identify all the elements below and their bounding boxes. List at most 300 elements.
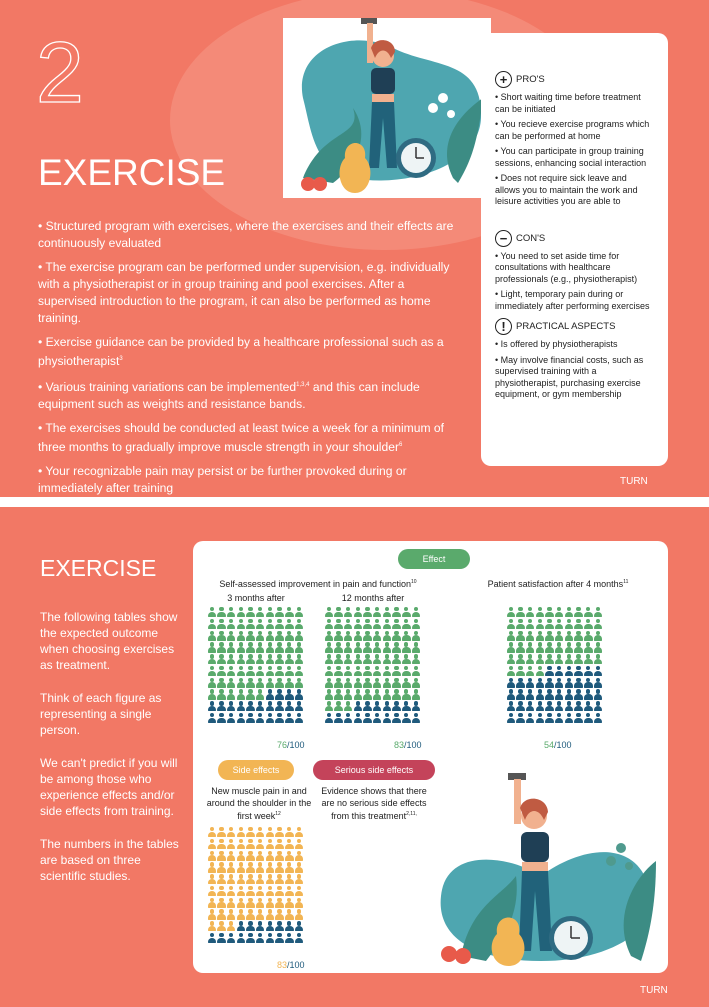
person-icon bbox=[382, 631, 392, 642]
person-icon bbox=[535, 642, 545, 653]
person-icon bbox=[226, 666, 236, 677]
person-icon bbox=[363, 713, 373, 724]
person-icon bbox=[275, 827, 285, 838]
person-icon bbox=[343, 619, 353, 630]
person-icon bbox=[564, 701, 574, 712]
person-icon bbox=[294, 933, 304, 944]
person-icon bbox=[564, 631, 574, 642]
person-icon bbox=[574, 701, 584, 712]
person-icon bbox=[236, 713, 246, 724]
person-icon bbox=[226, 678, 236, 689]
person-icon bbox=[574, 631, 584, 642]
person-icon bbox=[324, 631, 334, 642]
person-icon bbox=[593, 678, 603, 689]
page-title: EXERCISE bbox=[38, 152, 226, 193]
person-icon bbox=[226, 909, 236, 920]
person-icon bbox=[285, 666, 295, 677]
person-icon bbox=[236, 909, 246, 920]
person-icon bbox=[382, 701, 392, 712]
person-icon bbox=[506, 642, 516, 653]
person-icon bbox=[294, 874, 304, 885]
person-icon bbox=[255, 654, 265, 665]
person-icon bbox=[226, 642, 236, 653]
person-icon bbox=[226, 607, 236, 618]
person-icon bbox=[334, 654, 344, 665]
person-icon bbox=[343, 678, 353, 689]
person-icon bbox=[353, 619, 363, 630]
person-icon bbox=[294, 713, 304, 724]
person-icon bbox=[516, 689, 526, 700]
person-icon bbox=[207, 862, 217, 873]
bullet-3: • Various training variations can be implemented$^{1,3,4}$ and this can include equipment such as weights and resistance bands. bbox=[38, 380, 420, 412]
person-icon bbox=[402, 701, 412, 712]
person-icon bbox=[402, 654, 412, 665]
person-icon bbox=[285, 886, 295, 897]
person-icon bbox=[554, 701, 564, 712]
person-icon bbox=[246, 631, 256, 642]
person-icon bbox=[255, 851, 265, 862]
person-icon bbox=[545, 607, 555, 618]
person-icon bbox=[554, 666, 564, 677]
person-icon bbox=[207, 654, 217, 665]
person-icon bbox=[593, 666, 603, 677]
person-icon bbox=[217, 851, 227, 862]
grid-label-3-months: 3 months after bbox=[227, 593, 285, 603]
person-icon bbox=[564, 654, 574, 665]
person-icon bbox=[334, 631, 344, 642]
person-icon bbox=[353, 631, 363, 642]
page-1 bbox=[0, 0, 709, 497]
person-icon bbox=[506, 619, 516, 630]
person-icon bbox=[255, 839, 265, 850]
person-icon bbox=[294, 839, 304, 850]
person-icon bbox=[334, 642, 344, 653]
person-icon bbox=[506, 666, 516, 677]
person-icon bbox=[275, 839, 285, 850]
person-icon bbox=[353, 701, 363, 712]
person-icon bbox=[334, 689, 344, 700]
person-icon bbox=[343, 666, 353, 677]
person-icon bbox=[294, 701, 304, 712]
person-icon bbox=[275, 619, 285, 630]
person-icon bbox=[246, 862, 256, 873]
person-icon bbox=[226, 921, 236, 932]
person-icon bbox=[392, 619, 402, 630]
person-icon bbox=[217, 607, 227, 618]
person-icon bbox=[246, 909, 256, 920]
person-icon bbox=[275, 701, 285, 712]
person-icon bbox=[217, 862, 227, 873]
person-icon bbox=[294, 654, 304, 665]
person-icon bbox=[525, 701, 535, 712]
person-icon bbox=[236, 666, 246, 677]
intro-paragraph: The following tables show the expected outcome when choosing exercises as treatment. bbox=[40, 610, 178, 672]
person-icon bbox=[402, 689, 412, 700]
person-icon bbox=[217, 666, 227, 677]
person-icon bbox=[535, 689, 545, 700]
person-icon bbox=[255, 862, 265, 873]
person-icon bbox=[285, 713, 295, 724]
person-icon bbox=[285, 898, 295, 909]
person-icon bbox=[554, 631, 564, 642]
person-icon bbox=[564, 713, 574, 724]
person-icon bbox=[285, 862, 295, 873]
person-icon bbox=[363, 666, 373, 677]
pros-item: • Short waiting time before treatment can be initiated bbox=[495, 92, 641, 114]
person-icon bbox=[207, 666, 217, 677]
practical-item: • May involve financial costs, such as supervised training with a physiotherapist, purchasing exercise equipment, or gym membership bbox=[495, 354, 644, 399]
person-icon bbox=[535, 713, 545, 724]
person-icon bbox=[402, 607, 412, 618]
person-icon bbox=[382, 642, 392, 653]
person-icon bbox=[353, 689, 363, 700]
person-icon bbox=[226, 898, 236, 909]
serious-side-effects-pill: Serious side effects bbox=[313, 760, 435, 780]
person-icon bbox=[226, 827, 236, 838]
person-icon bbox=[207, 898, 217, 909]
person-icon bbox=[226, 933, 236, 944]
person-icon bbox=[363, 642, 373, 653]
person-icon bbox=[217, 689, 227, 700]
person-icon bbox=[265, 827, 275, 838]
person-icon bbox=[246, 619, 256, 630]
person-icon bbox=[554, 642, 564, 653]
person-icon bbox=[363, 654, 373, 665]
person-icon bbox=[334, 666, 344, 677]
person-icon bbox=[564, 678, 574, 689]
person-icon bbox=[226, 619, 236, 630]
person-icon bbox=[255, 933, 265, 944]
person-icon bbox=[372, 713, 382, 724]
person-icon bbox=[285, 874, 295, 885]
person-icon bbox=[554, 689, 564, 700]
count-side-effects: 83/100 bbox=[277, 960, 305, 970]
person-icon bbox=[411, 642, 421, 653]
bullet-0: • Structured program with exercises, where the exercises and their effects are continuously evaluated bbox=[38, 219, 454, 250]
page-title: EXERCISE bbox=[40, 555, 157, 581]
person-icon bbox=[207, 701, 217, 712]
person-icon bbox=[285, 619, 295, 630]
person-icon bbox=[246, 654, 256, 665]
person-icon bbox=[294, 827, 304, 838]
person-icon bbox=[285, 678, 295, 689]
person-icon bbox=[353, 666, 363, 677]
person-icon bbox=[363, 631, 373, 642]
person-icon bbox=[574, 713, 584, 724]
person-icon bbox=[545, 654, 555, 665]
person-icon bbox=[402, 631, 412, 642]
person-icon bbox=[226, 701, 236, 712]
person-icon bbox=[294, 678, 304, 689]
person-icon bbox=[236, 827, 246, 838]
person-icon bbox=[525, 689, 535, 700]
person-icon bbox=[411, 713, 421, 724]
person-icon bbox=[207, 874, 217, 885]
person-icon bbox=[265, 909, 275, 920]
person-icon bbox=[246, 701, 256, 712]
pros-item: • Does not require sick leave and allows you to maintain the work and leisure activities you are able to bbox=[495, 173, 638, 206]
person-icon bbox=[294, 886, 304, 897]
person-icon bbox=[343, 607, 353, 618]
person-icon bbox=[226, 654, 236, 665]
person-icon bbox=[255, 827, 265, 838]
exercise-illustration bbox=[431, 766, 661, 966]
person-icon bbox=[236, 898, 246, 909]
person-icon bbox=[294, 862, 304, 873]
person-icon bbox=[584, 689, 594, 700]
person-icon bbox=[265, 851, 275, 862]
person-icon bbox=[516, 678, 526, 689]
person-icon bbox=[324, 654, 334, 665]
person-icon bbox=[593, 654, 603, 665]
person-icon bbox=[584, 607, 594, 618]
cons-item: • Light, temporary pain during or immediately after performing exercises bbox=[495, 289, 650, 311]
person-icon bbox=[246, 827, 256, 838]
person-icon bbox=[294, 607, 304, 618]
person-icon bbox=[353, 654, 363, 665]
person-icon bbox=[372, 678, 382, 689]
person-icon bbox=[226, 851, 236, 862]
person-icon bbox=[324, 689, 334, 700]
person-icon bbox=[275, 713, 285, 724]
person-icon bbox=[506, 678, 516, 689]
person-icon bbox=[545, 642, 555, 653]
person-icon bbox=[236, 607, 246, 618]
person-icon bbox=[275, 654, 285, 665]
person-icon bbox=[564, 607, 574, 618]
person-icon bbox=[574, 619, 584, 630]
person-icon bbox=[217, 713, 227, 724]
person-icon bbox=[372, 689, 382, 700]
person-icon bbox=[255, 619, 265, 630]
person-icon bbox=[506, 713, 516, 724]
person-icon bbox=[246, 678, 256, 689]
person-icon bbox=[265, 713, 275, 724]
person-icon bbox=[217, 921, 227, 932]
person-icon bbox=[516, 642, 526, 653]
person-icon bbox=[402, 666, 412, 677]
person-icon bbox=[217, 654, 227, 665]
person-icon bbox=[525, 607, 535, 618]
person-icon bbox=[236, 862, 246, 873]
person-icon bbox=[343, 689, 353, 700]
intro-paragraph: Think of each figure as representing a single person. bbox=[40, 691, 162, 737]
person-icon bbox=[392, 713, 402, 724]
description-list bbox=[38, 218, 454, 497]
person-icon bbox=[207, 886, 217, 897]
person-icon bbox=[334, 607, 344, 618]
person-icon bbox=[382, 619, 392, 630]
person-icon bbox=[324, 607, 334, 618]
person-icon bbox=[285, 642, 295, 653]
effect-pill: Effect bbox=[398, 549, 470, 569]
intro-paragraph: The numbers in the tables are based on three scientific studies. bbox=[40, 837, 179, 883]
person-icon bbox=[275, 862, 285, 873]
person-icon bbox=[564, 689, 574, 700]
person-icon bbox=[285, 839, 295, 850]
person-icon bbox=[265, 921, 275, 932]
person-icon bbox=[334, 619, 344, 630]
person-icon bbox=[236, 701, 246, 712]
person-icon bbox=[255, 607, 265, 618]
person-icon bbox=[525, 666, 535, 677]
person-icon bbox=[411, 678, 421, 689]
person-icon bbox=[516, 713, 526, 724]
person-icon bbox=[525, 642, 535, 653]
person-icon bbox=[382, 666, 392, 677]
person-icon bbox=[353, 678, 363, 689]
person-icon bbox=[207, 933, 217, 944]
intro-text bbox=[40, 609, 180, 901]
person-icon bbox=[207, 851, 217, 862]
person-icon bbox=[294, 666, 304, 677]
person-icon bbox=[285, 909, 295, 920]
person-icon bbox=[217, 933, 227, 944]
person-icon bbox=[207, 909, 217, 920]
person-icon bbox=[343, 642, 353, 653]
person-icon bbox=[392, 701, 402, 712]
person-icon bbox=[226, 886, 236, 897]
person-icon bbox=[516, 701, 526, 712]
minus-circle-icon: − bbox=[495, 230, 512, 247]
cons-list bbox=[495, 251, 654, 313]
person-icon bbox=[411, 631, 421, 642]
person-icon bbox=[236, 874, 246, 885]
person-icon bbox=[236, 689, 246, 700]
person-icon bbox=[236, 642, 246, 653]
person-icon bbox=[584, 701, 594, 712]
person-icon bbox=[275, 898, 285, 909]
person-icon bbox=[593, 607, 603, 618]
bullet-1: • The exercise program can be performed under supervision, e.g. individually with a physiotherapist or in group training and pool exercises. After a supervised introduction to the program, it can also be performed as home training. bbox=[38, 260, 450, 325]
person-icon bbox=[275, 631, 285, 642]
serious-side-effects-text: Evidence shows that there are no serious side effects from this treatment$^{2,11,}$ bbox=[321, 786, 427, 821]
cons-heading: − CON'S bbox=[495, 230, 654, 247]
person-icon bbox=[564, 619, 574, 630]
person-icon bbox=[236, 886, 246, 897]
person-icon bbox=[382, 607, 392, 618]
person-icon bbox=[246, 886, 256, 897]
section-number: 2 bbox=[36, 25, 84, 121]
person-icon bbox=[324, 713, 334, 724]
person-icon bbox=[382, 713, 392, 724]
person-icon bbox=[392, 631, 402, 642]
person-icon bbox=[402, 678, 412, 689]
person-icon bbox=[372, 666, 382, 677]
person-icon bbox=[285, 689, 295, 700]
person-icon bbox=[324, 666, 334, 677]
person-icon bbox=[285, 607, 295, 618]
person-icon bbox=[294, 898, 304, 909]
person-icon bbox=[236, 654, 246, 665]
person-icon bbox=[294, 689, 304, 700]
page-2 bbox=[0, 507, 709, 1007]
person-icon bbox=[246, 921, 256, 932]
person-icon bbox=[372, 607, 382, 618]
person-icon bbox=[265, 898, 275, 909]
person-icon bbox=[411, 701, 421, 712]
person-icon bbox=[574, 654, 584, 665]
person-icon bbox=[207, 619, 217, 630]
person-icon bbox=[554, 619, 564, 630]
person-icon bbox=[265, 642, 275, 653]
practical-heading: ! PRACTICAL ASPECTS bbox=[495, 318, 654, 335]
turn-label: TURN bbox=[620, 476, 648, 487]
person-icon bbox=[363, 701, 373, 712]
pictogram-grid-side-effects bbox=[207, 827, 304, 944]
person-icon bbox=[255, 678, 265, 689]
turn-label: TURN bbox=[640, 985, 668, 996]
person-icon bbox=[217, 909, 227, 920]
side-effects-text: New muscle pain in and around the shoulder in the first week$^{12}$ bbox=[206, 786, 312, 821]
practical-list bbox=[495, 339, 654, 401]
person-icon bbox=[574, 689, 584, 700]
person-icon bbox=[275, 678, 285, 689]
person-icon bbox=[275, 933, 285, 944]
person-icon bbox=[535, 701, 545, 712]
person-icon bbox=[392, 607, 402, 618]
person-icon bbox=[343, 631, 353, 642]
person-icon bbox=[593, 713, 603, 724]
person-icon bbox=[275, 607, 285, 618]
person-icon bbox=[294, 619, 304, 630]
person-icon bbox=[593, 619, 603, 630]
person-icon bbox=[294, 851, 304, 862]
person-icon bbox=[275, 909, 285, 920]
person-icon bbox=[255, 713, 265, 724]
person-icon bbox=[207, 921, 217, 932]
pros-item: • You can participate in group training sessions, enhancing social interaction bbox=[495, 146, 647, 168]
person-icon bbox=[535, 631, 545, 642]
person-icon bbox=[574, 678, 584, 689]
person-icon bbox=[392, 689, 402, 700]
person-icon bbox=[294, 921, 304, 932]
person-icon bbox=[363, 607, 373, 618]
person-icon bbox=[593, 631, 603, 642]
pictogram-grid-satisfaction bbox=[506, 607, 603, 724]
person-icon bbox=[324, 642, 334, 653]
person-icon bbox=[545, 619, 555, 630]
person-icon bbox=[285, 851, 295, 862]
person-icon bbox=[554, 713, 564, 724]
exclamation-circle-icon: ! bbox=[495, 318, 512, 335]
person-icon bbox=[217, 827, 227, 838]
person-icon bbox=[564, 666, 574, 677]
bullet-5: • Your recognizable pain may persist or be further provoked during or immediately after training bbox=[38, 464, 407, 496]
person-icon bbox=[217, 898, 227, 909]
person-icon bbox=[265, 689, 275, 700]
person-icon bbox=[324, 701, 334, 712]
person-icon bbox=[217, 839, 227, 850]
person-icon bbox=[275, 666, 285, 677]
person-icon bbox=[217, 631, 227, 642]
person-icon bbox=[535, 607, 545, 618]
person-icon bbox=[207, 839, 217, 850]
person-icon bbox=[217, 886, 227, 897]
person-icon bbox=[411, 619, 421, 630]
person-icon bbox=[525, 713, 535, 724]
person-icon bbox=[236, 678, 246, 689]
person-icon bbox=[506, 654, 516, 665]
person-icon bbox=[265, 607, 275, 618]
person-icon bbox=[584, 666, 594, 677]
person-icon bbox=[343, 713, 353, 724]
person-icon bbox=[236, 851, 246, 862]
person-icon bbox=[593, 701, 603, 712]
person-icon bbox=[255, 898, 265, 909]
person-icon bbox=[246, 851, 256, 862]
person-icon bbox=[363, 678, 373, 689]
